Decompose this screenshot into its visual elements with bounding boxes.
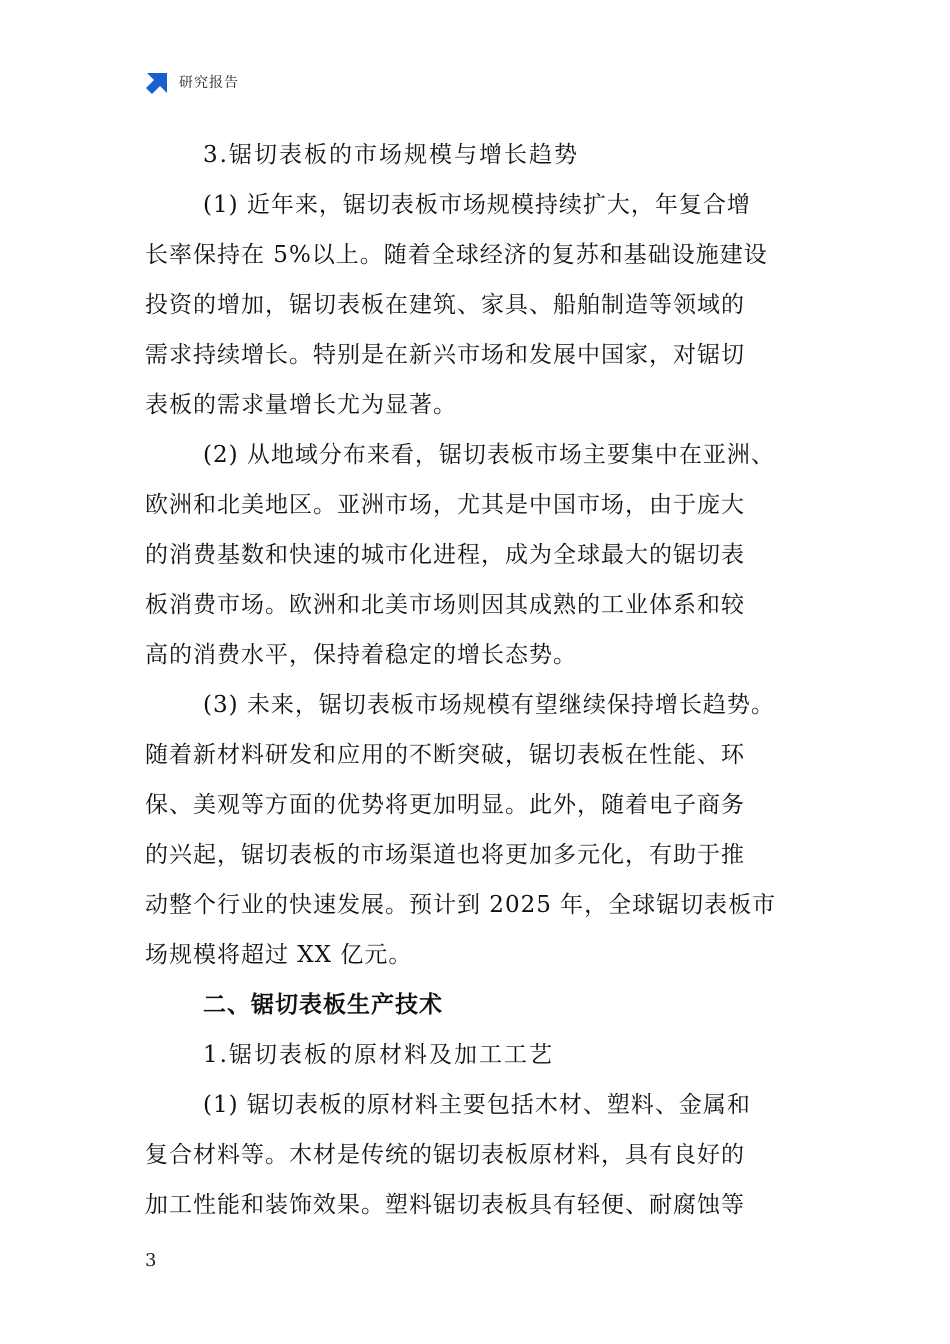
paragraph-line: 保、美观等方面的优势将更加明显。此外，随着电子商务 <box>145 792 745 818</box>
paragraph-line: 复合材料等。木材是传统的锯切表板原材料，具有良好的 <box>145 1142 745 1168</box>
paragraph-line: (3) 未来，锯切表板市场规模有望继续保持增长趋势。 <box>203 692 775 718</box>
section-heading: 3.锯切表板的市场规模与增长趋势 <box>203 142 579 168</box>
page-header <box>145 68 239 96</box>
paragraph-line: 板消费市场。欧洲和北美市场则因其成熟的工业体系和较 <box>145 592 745 618</box>
paragraph-line: (2) 从地域分布来看，锯切表板市场主要集中在亚洲、 <box>203 442 775 468</box>
section-heading: 1.锯切表板的原材料及加工工艺 <box>203 1042 554 1068</box>
paragraph-line: 加工性能和装饰效果。塑料锯切表板具有轻便、耐腐蚀等 <box>145 1192 745 1218</box>
section-heading: 二、锯切表板生产技术 <box>203 992 443 1018</box>
paragraph-line: 随着新材料研发和应用的不断突破，锯切表板在性能、环 <box>145 742 745 768</box>
paragraph-line: 欧洲和北美地区。亚洲市场，尤其是中国市场，由于庞大 <box>145 492 745 518</box>
paragraph-line: 长率保持在 5%以上。随着全球经济的复苏和基础设施建设 <box>145 242 768 268</box>
paragraph-line: (1) 近年来，锯切表板市场规模持续扩大，年复合增 <box>203 192 751 218</box>
paragraph-line: 动整个行业的快速发展。预计到 2025 年，全球锯切表板市 <box>145 892 777 918</box>
paragraph-line: (1) 锯切表板的原材料主要包括木材、塑料、金属和 <box>203 1092 751 1118</box>
paragraph-line: 表板的需求量增长尤为显著。 <box>145 392 457 418</box>
paragraph-line: 场规模将超过 XX 亿元。 <box>145 942 413 968</box>
page-number: 3 <box>145 1250 157 1271</box>
document-body <box>145 130 825 1230</box>
header-title: 研究报告 <box>179 75 239 91</box>
paragraph-line: 的消费基数和快速的城市化进程，成为全球最大的锯切表 <box>145 542 745 568</box>
paragraph-line: 高的消费水平，保持着稳定的增长态势。 <box>145 642 577 668</box>
paragraph-line: 投资的增加，锯切表板在建筑、家具、船舶制造等领域的 <box>145 292 745 318</box>
paragraph-line: 的兴起，锯切表板的市场渠道也将更加多元化，有助于推 <box>145 842 745 868</box>
paragraph-line: 需求持续增长。特别是在新兴市场和发展中国家，对锯切 <box>145 342 745 368</box>
arrow-up-right-logo-icon <box>145 69 171 95</box>
